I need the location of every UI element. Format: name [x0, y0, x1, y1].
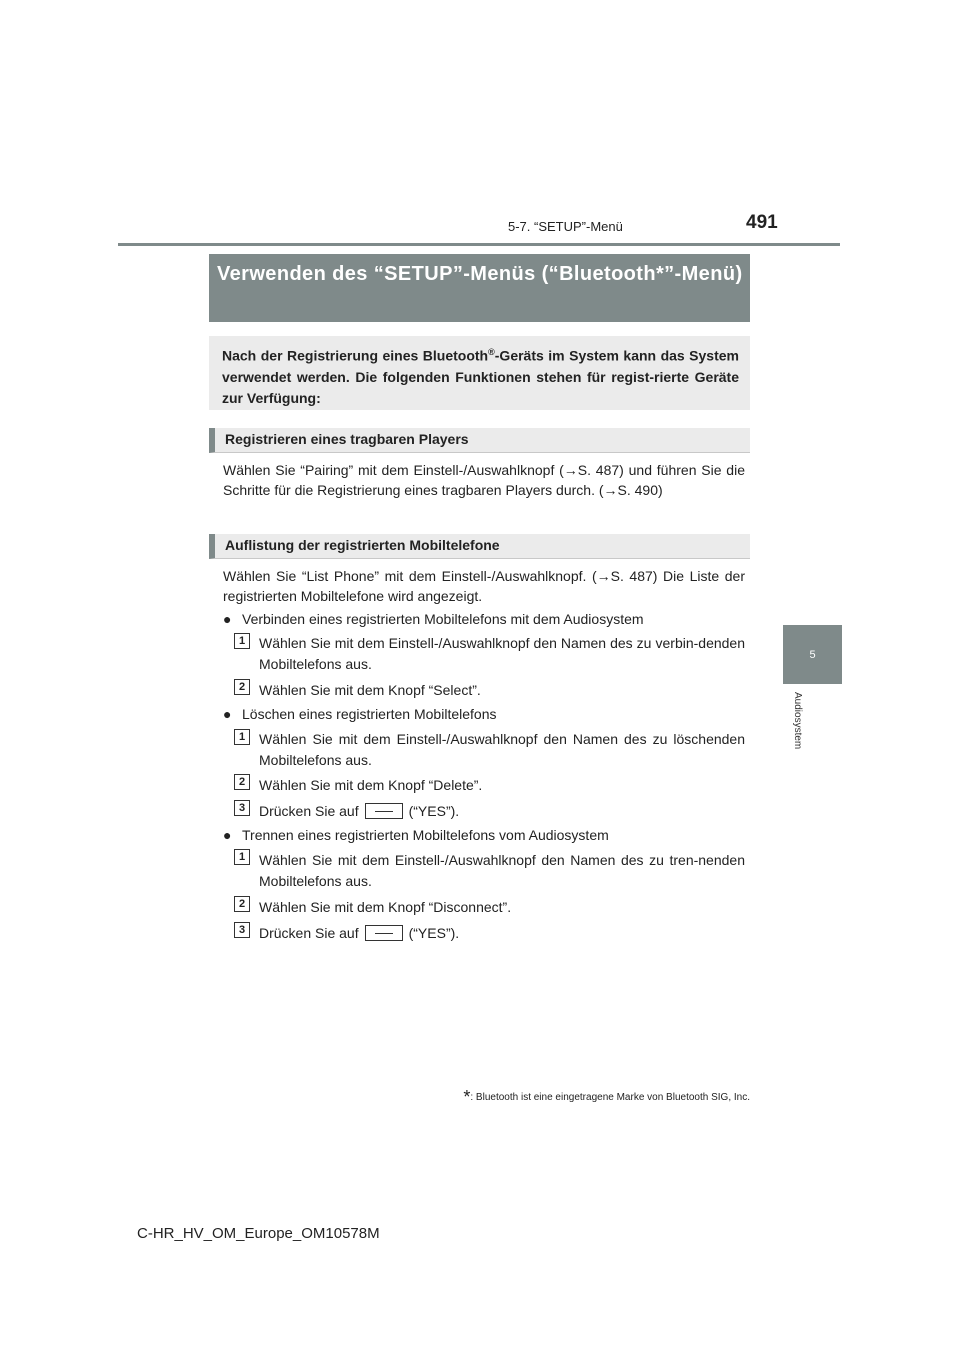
footnote [410, 1087, 750, 1108]
step-number: 1 [234, 633, 250, 649]
section-title: Verwenden des “SETUP”-Menüs (“Bluetooth*”-Menü) [217, 263, 743, 285]
step-number: 3 [234, 800, 250, 816]
step-text: Wählen Sie mit dem Einstell-/Auswahlknopf den Namen des zu löschenden Mobiltelefons aus. [259, 731, 745, 768]
header-divider [118, 243, 840, 246]
page-number: 491 [746, 212, 778, 233]
step-text-before: Drücken Sie auf [259, 803, 359, 819]
dash-key-button [365, 803, 403, 819]
step-number: 1 [234, 849, 250, 865]
step-number: 1 [234, 729, 250, 745]
step-text-after: (“YES”). [408, 803, 460, 819]
intro-text [222, 342, 739, 409]
bullet-text: Verbinden eines registrierten Mobiltelefons mit dem Audiosystem [242, 611, 644, 627]
subheading-list-phones [209, 534, 750, 559]
step-number: 2 [234, 896, 250, 912]
bullet-disconnect [223, 825, 745, 845]
subheading-text: Auflistung der registrierten Mobiltelefone [225, 537, 500, 553]
bullet-connect [223, 609, 745, 629]
subheading-text: Registrieren eines tragbaren Players [225, 431, 469, 447]
footnote-star: * [463, 1087, 471, 1107]
document-code: C-HR_HV_OM_Europe_OM10578M [137, 1225, 380, 1242]
list-phones-text: Wählen Sie “List Phone” mit dem Einstell-/Auswahlknopf. (→S. 487) Die Liste der registrierten Mobiltelefone wird angezeigt. [223, 568, 745, 604]
step-number: 2 [234, 679, 250, 695]
section-title-box [209, 254, 750, 322]
step-text: Wählen Sie mit dem Einstell-/Auswahlknopf den Namen des zu verbin-denden Mobiltelefons aus. [259, 635, 745, 672]
step-text-after: (“YES”). [408, 925, 460, 941]
intro-part1: Nach der Registrierung eines Bluetooth [222, 347, 489, 364]
bullet-text: Löschen eines registrierten Mobiltelefons [242, 706, 497, 722]
chapter-label [789, 692, 805, 770]
bullet-dot: ● [223, 611, 232, 627]
bullet-dot: ● [223, 827, 232, 843]
intro-box [209, 336, 750, 410]
registered-mark: ® [488, 347, 495, 357]
step-text-before: Drücken Sie auf [259, 925, 359, 941]
step-text: Wählen Sie mit dem Einstell-/Auswahlknopf den Namen des zu tren-nenden Mobiltelefons aus. [259, 852, 745, 889]
running-header-section: 5-7. “SETUP”-Menü [508, 219, 623, 234]
step-number: 3 [234, 922, 250, 938]
step-text: Wählen Sie mit dem Knopf “Select”. [259, 682, 481, 698]
step-number: 2 [234, 774, 250, 790]
step-text-yes [259, 923, 745, 944]
step-text: Wählen Sie mit dem Knopf “Disconnect”. [259, 899, 512, 915]
footnote-text: : Bluetooth ist eine eingetragene Marke von Bluetooth SIG, Inc. [470, 1092, 750, 1103]
step-text: Wählen Sie mit dem Knopf “Delete”. [259, 777, 483, 793]
chapter-tab: 5 [783, 625, 842, 684]
intro-part2: -Geräts im System kann das System verwendet werden. Die folgenden Funktionen stehen für regist-rierte Geräte zur Verfügung: [222, 347, 739, 406]
subheading-register-player [209, 428, 750, 453]
register-player-text: Wählen Sie “Pairing” mit dem Einstell-/Auswahlknopf (→S. 487) und führen Sie die Schritte für die Registrierung eines tragbaren Players durch. (→S. 490) [223, 462, 745, 498]
dash-key-button [365, 925, 403, 941]
bullet-text: Trennen eines registrierten Mobiltelefons vom Audiosystem [242, 827, 609, 843]
step-text-yes [259, 801, 745, 822]
chapter-label-text: Audiosystem [792, 692, 803, 750]
bullet-dot: ● [223, 706, 232, 722]
bullet-delete [223, 704, 745, 724]
